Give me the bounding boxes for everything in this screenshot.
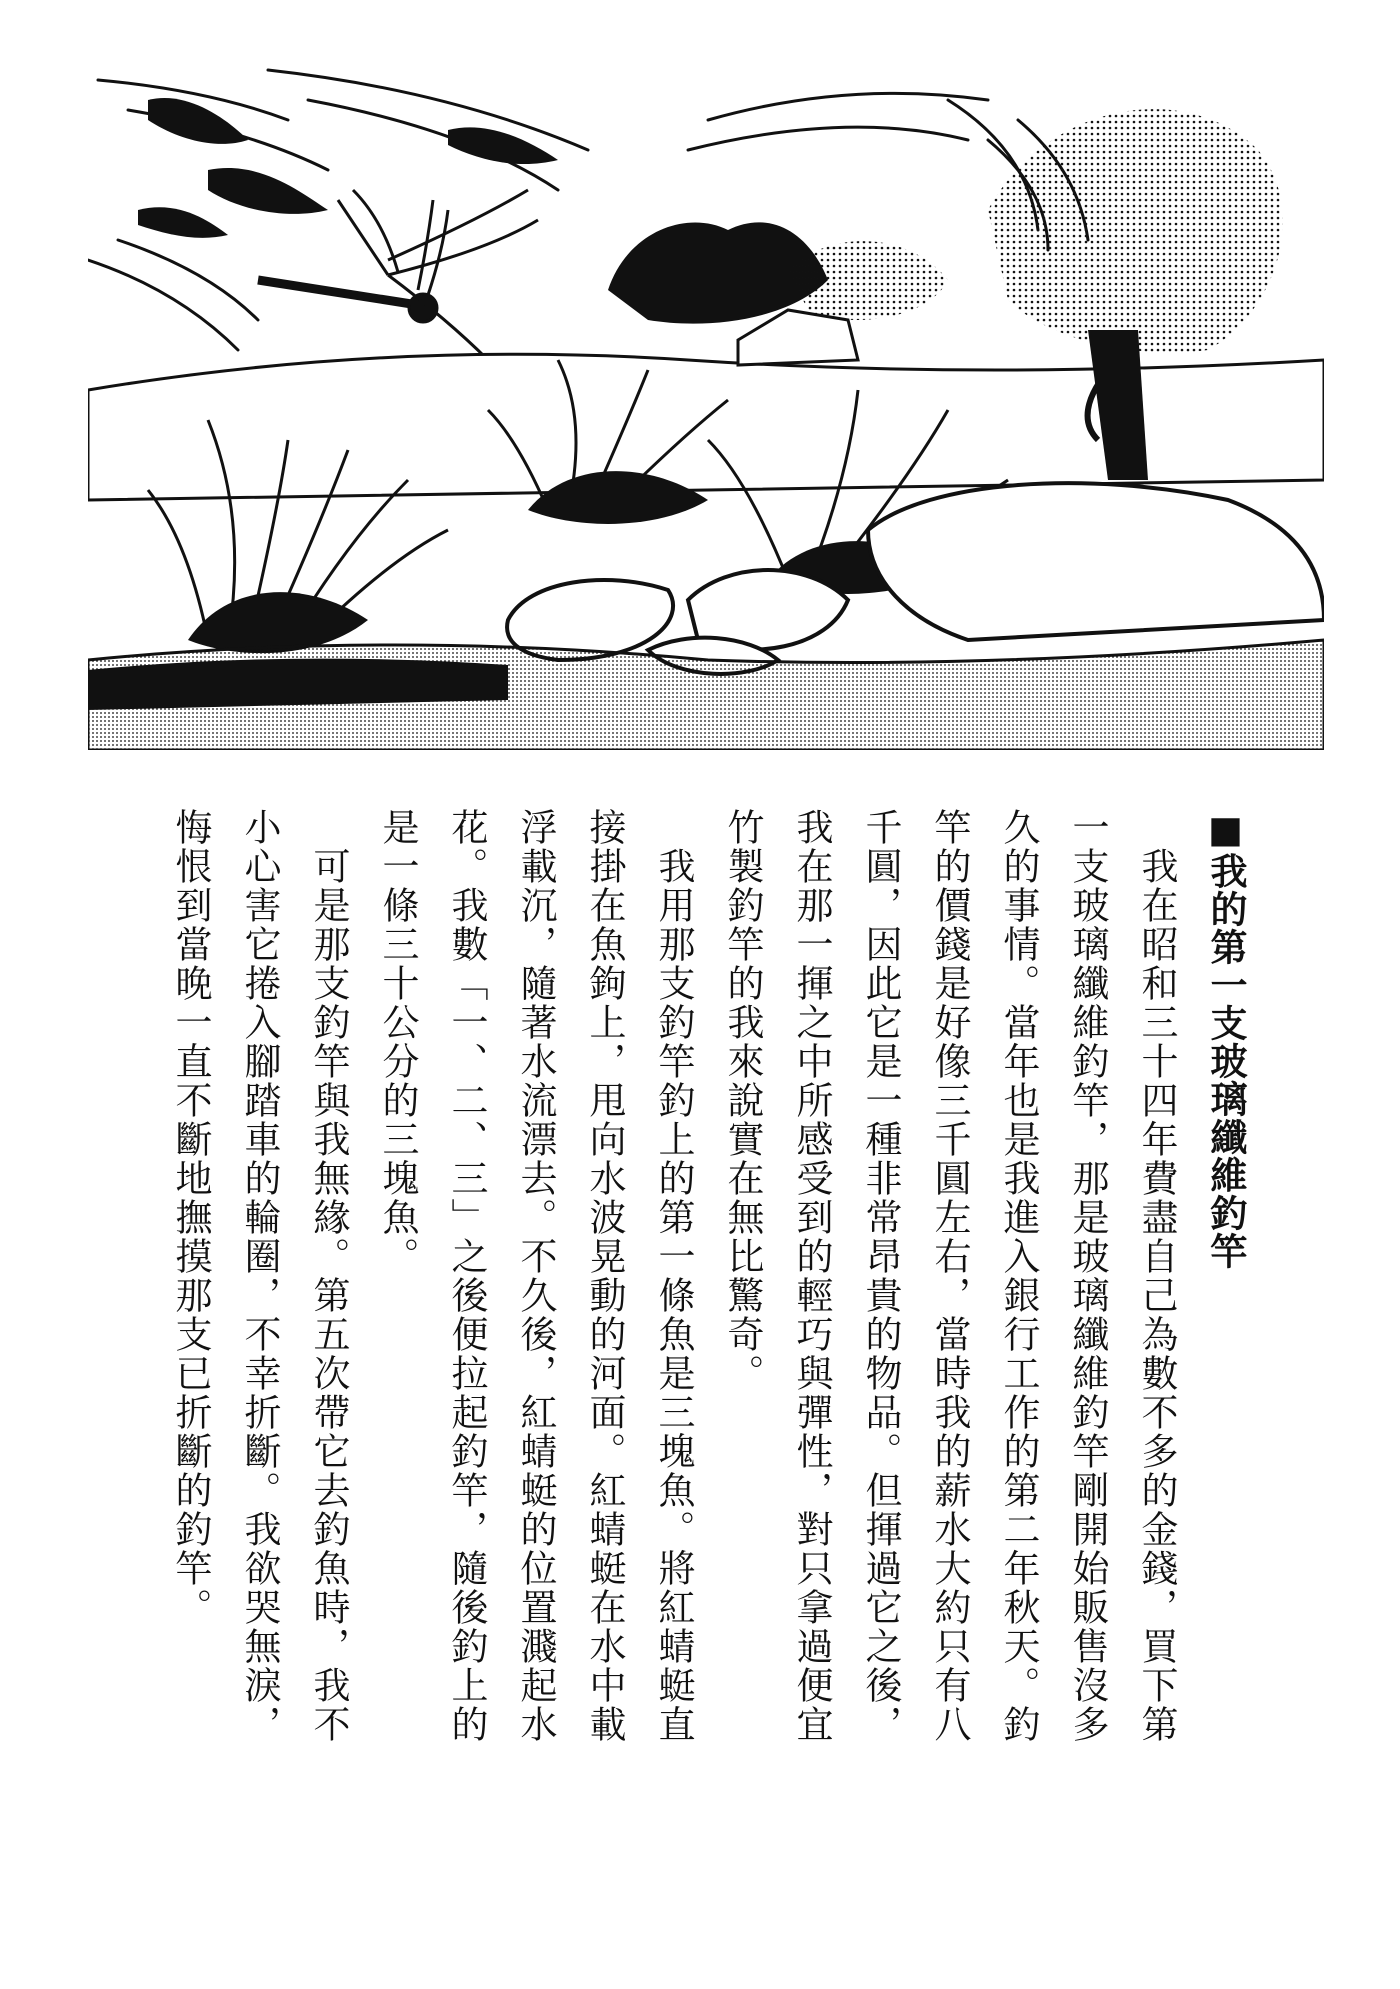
text-line: 悔恨到當晚一直不斷地撫摸那支已折斷的釣竿。 xyxy=(169,808,212,1627)
text-line: 我在那一揮之中所感受到的輕巧與彈性，對只拿過便宜 xyxy=(790,808,833,1744)
article-title: 我的第一支玻璃纖維釣竿 xyxy=(1204,852,1247,1270)
text-line: 可是那支釣竿與我無緣。第五次帶它去釣魚時，我不 xyxy=(307,808,350,1744)
article-title-line xyxy=(1191,808,1260,1888)
text-line: 花。我數「一、二、三」之後便拉起釣竿，隨後釣上的 xyxy=(445,808,488,1744)
text-line: 竿的價錢是好像三千圓左右，當時我的薪水大約只有八 xyxy=(928,808,971,1744)
text-line: 是一條三十公分的三塊魚。 xyxy=(376,808,419,1276)
text-line: 浮載沉，隨著水流漂去。不久後，紅蜻蜓的位置濺起水 xyxy=(514,808,557,1744)
text-line: 小心害它捲入腳踏車的輪圈，不幸折斷。我欲哭無淚， xyxy=(238,808,281,1744)
text-line: 我在昭和三十四年費盡自己為數不多的金錢，買下第 xyxy=(1135,808,1178,1744)
text-line: 一支玻璃纖維釣竿，那是玻璃纖維釣竿剛開始販售沒多 xyxy=(1066,808,1109,1744)
text-line: 接掛在魚鉤上，甩向水波晃動的河面。紅蜻蜓在水中載 xyxy=(583,808,626,1744)
illustration-svg xyxy=(88,60,1324,750)
text-line: 久的事情。當年也是我進入銀行工作的第二年秋天。釣 xyxy=(997,808,1040,1744)
article-text xyxy=(156,808,1260,1888)
text-line: 我用那支釣竿釣上的第一條魚是三塊魚。將紅蜻蜓直 xyxy=(652,808,695,1744)
riverbank-illustration xyxy=(88,60,1324,750)
title-mark: ■ xyxy=(1204,808,1247,852)
text-line: 竹製釣竿的我來說實在無比驚奇。 xyxy=(721,808,764,1393)
text-line: 千圓，因此它是一種非常昂貴的物品。但揮過它之後， xyxy=(859,808,902,1744)
